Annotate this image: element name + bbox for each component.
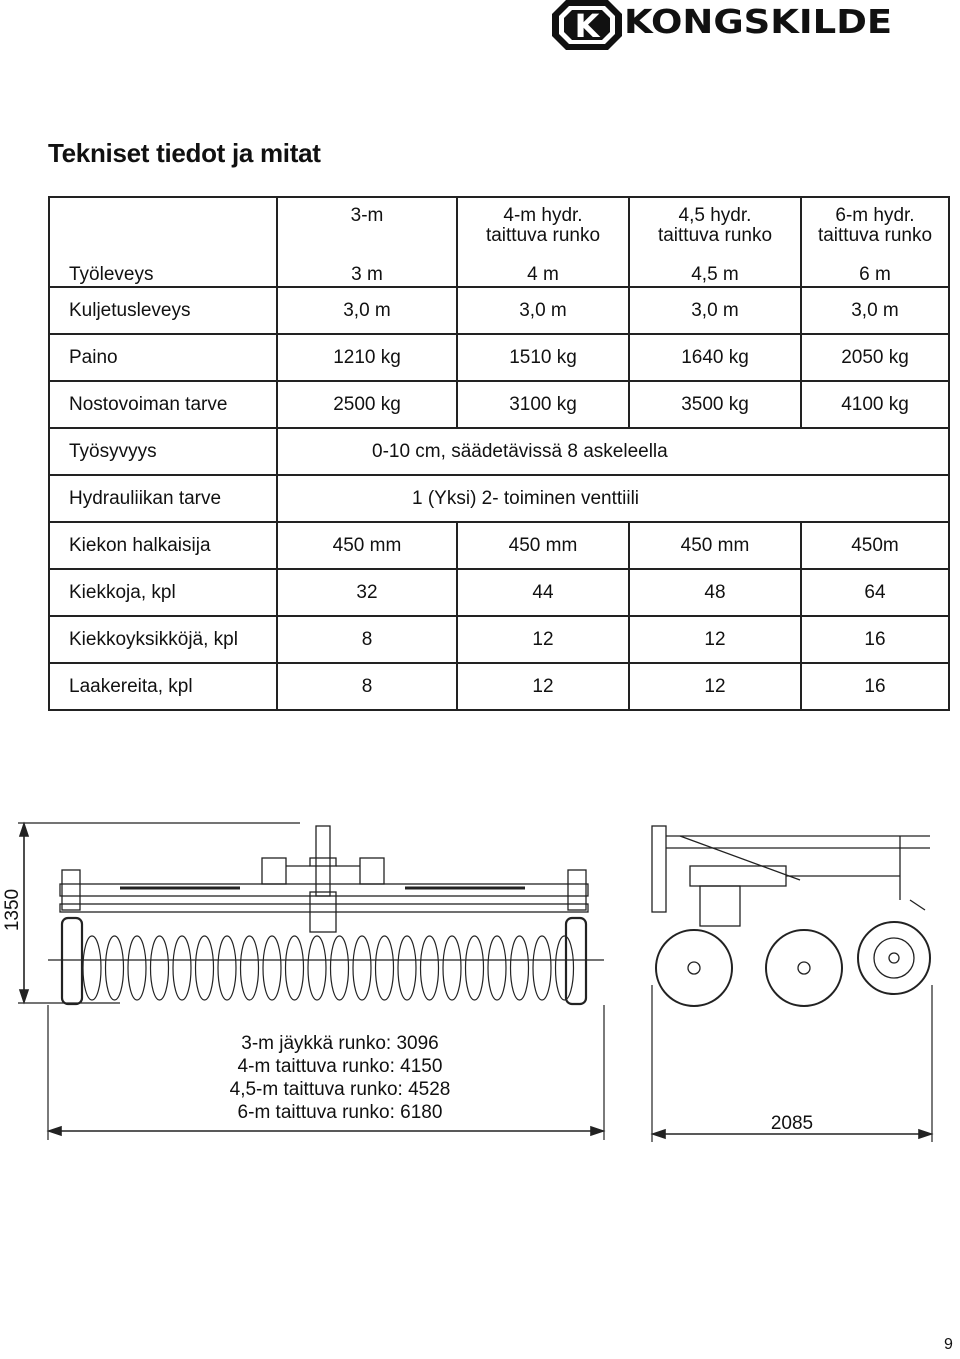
disc-blade — [466, 936, 484, 1000]
merged-cell: 0-10 cm, säädetävissä 8 askeleella — [277, 428, 949, 475]
table-cell: 4100 kg — [801, 381, 949, 428]
disc-blade — [263, 936, 281, 1000]
table-cell: 16 — [801, 616, 949, 663]
disc-blade — [83, 936, 101, 1000]
row-label: Nostovoiman tarve — [49, 381, 277, 428]
disc-blade — [376, 936, 394, 1000]
disc-blade — [488, 936, 506, 1000]
row-label: Kuljetusleveys — [49, 287, 277, 334]
disc-blade — [331, 936, 349, 1000]
table-cell: 4 m — [457, 264, 629, 287]
width-line: 4,5-m taittuva runko: 4528 — [229, 1079, 451, 1100]
table-cell: 3,0 m — [629, 287, 801, 334]
disc-blade — [128, 936, 146, 1000]
row-label: Kiekkoja, kpl — [49, 569, 277, 616]
disc-blade — [556, 936, 574, 1000]
disc-blade — [286, 936, 304, 1000]
table-cell: 8 — [277, 616, 457, 663]
table-cell: 3,0 m — [277, 287, 457, 334]
table-cell: 3 m — [277, 264, 457, 287]
table-cell: 6 m — [801, 264, 949, 287]
height-dimension-value: 1350 — [2, 888, 23, 932]
column-header: 3-m — [277, 197, 457, 264]
table-cell: 12 — [457, 663, 629, 710]
table-cell: 2050 kg — [801, 334, 949, 381]
disc-blade — [218, 936, 236, 1000]
disc-blade — [533, 936, 551, 1000]
disc-blade — [196, 936, 214, 1000]
table-cell: 450 mm — [629, 522, 801, 569]
width-line: 4-m taittuva runko: 4150 — [237, 1056, 443, 1077]
width-line: 6-m taittuva runko: 6180 — [237, 1102, 443, 1123]
table-cell: 3,0 m — [801, 287, 949, 334]
harrow-side-view — [652, 826, 930, 1006]
table-cell: 4,5 m — [629, 264, 801, 287]
row-label: Työleveys — [49, 264, 277, 287]
table-cell: 16 — [801, 663, 949, 710]
table-cell: 48 — [629, 569, 801, 616]
disc-blade — [106, 936, 124, 1000]
table-cell: 32 — [277, 569, 457, 616]
disc-blade — [421, 936, 439, 1000]
row-label: Kiekkoyksikköjä, kpl — [49, 616, 277, 663]
table-cell: 450 mm — [457, 522, 629, 569]
column-header: 4,5 hydr. taittuva runko — [629, 197, 801, 264]
table-cell: 1210 kg — [277, 334, 457, 381]
disc-blade — [308, 936, 326, 1000]
row-label: Työsyvyys — [49, 428, 277, 475]
brand-name: KONGSKILDE — [624, 2, 893, 41]
width-dimension-values — [205, 1032, 475, 1124]
table-cell: 450m — [801, 522, 949, 569]
table-cell: 2500 kg — [277, 381, 457, 428]
disc-blade — [173, 936, 191, 1000]
table-cell: 12 — [629, 663, 801, 710]
svg-text:K: K — [574, 7, 600, 45]
disc-array — [83, 936, 574, 1000]
column-header: 6-m hydr. taittuva runko — [801, 197, 949, 264]
disc-blade — [151, 936, 169, 1000]
disc-blade — [511, 936, 529, 1000]
width-line: 3-m jäykkä runko: 3096 — [241, 1033, 439, 1054]
merged-cell: 1 (Yksi) 2- toiminen venttiili — [277, 475, 949, 522]
side-dimension-value: 2085 — [770, 1113, 814, 1134]
disc-blade — [443, 936, 461, 1000]
table-cell: 450 mm — [277, 522, 457, 569]
column-header: 4-m hydr. taittuva runko — [457, 197, 629, 264]
row-label: Kiekon halkaisija — [49, 522, 277, 569]
row-label: Hydrauliikan tarve — [49, 475, 277, 522]
table-cell: 3100 kg — [457, 381, 629, 428]
table-cell: 44 — [457, 569, 629, 616]
table-cell: 3,0 m — [457, 287, 629, 334]
disc-blade — [353, 936, 371, 1000]
table-cell: 1510 kg — [457, 334, 629, 381]
table-cell: 8 — [277, 663, 457, 710]
table-cell: 1640 kg — [629, 334, 801, 381]
page-title: Tekniset tiedot ja mitat — [48, 138, 321, 168]
table-cell: 12 — [457, 616, 629, 663]
row-label: Paino — [49, 334, 277, 381]
table-cell: 3500 kg — [629, 381, 801, 428]
table-cell: 12 — [629, 616, 801, 663]
page-number: 9 — [944, 1336, 953, 1353]
table-cell: 64 — [801, 569, 949, 616]
disc-blade — [241, 936, 259, 1000]
row-label: Laakereita, kpl — [49, 663, 277, 710]
disc-blade — [398, 936, 416, 1000]
